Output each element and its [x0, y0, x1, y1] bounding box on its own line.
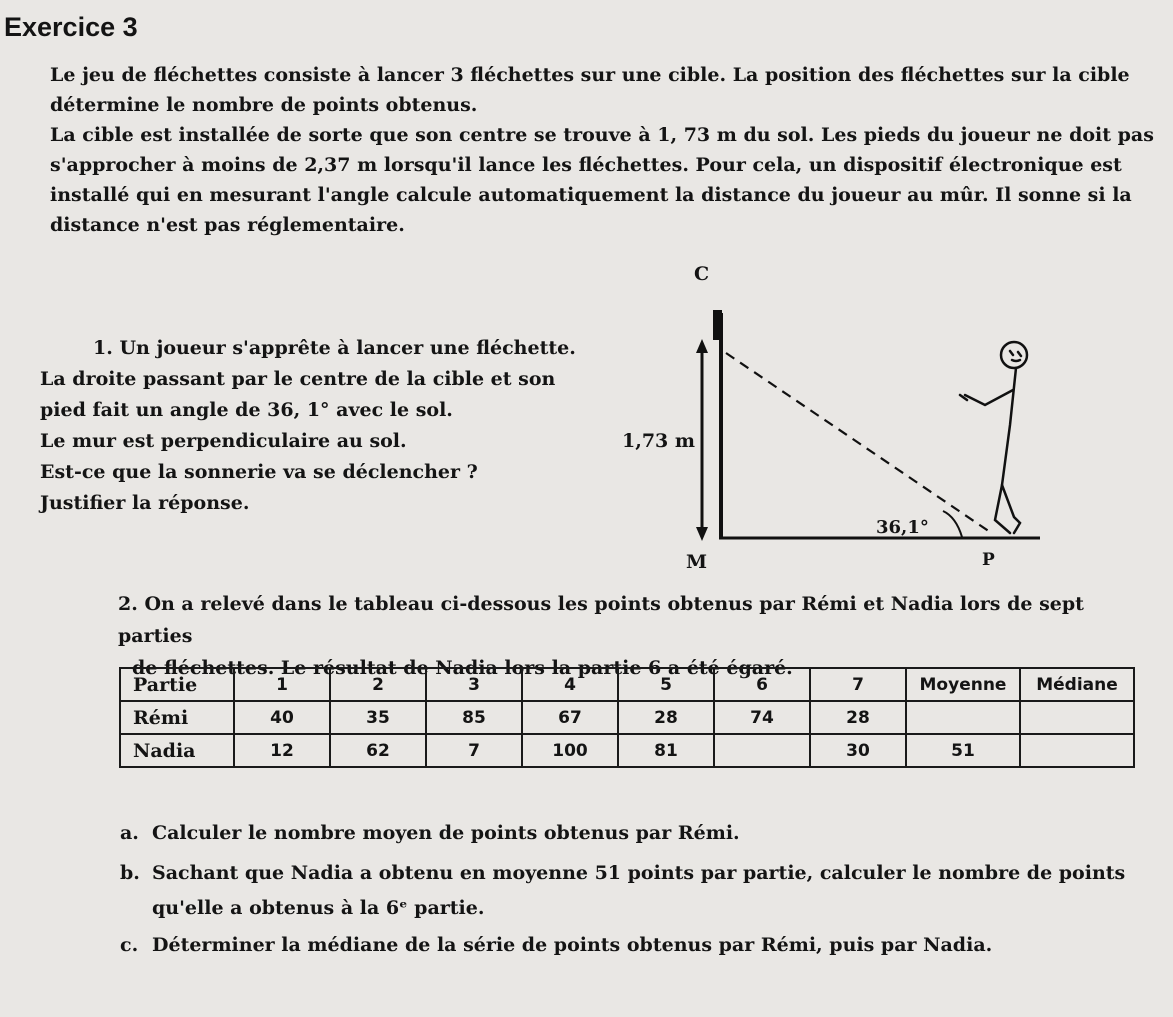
table-cell: 35	[330, 701, 426, 734]
table-header-cell: 6	[714, 668, 810, 701]
table-cell	[906, 701, 1020, 734]
table-header-cell: 5	[618, 668, 714, 701]
angle-arc	[943, 511, 962, 537]
table-cell: 85	[426, 701, 522, 734]
question-1-line: Le mur est perpendiculaire au sol.	[40, 430, 407, 452]
question-1-line: La droite passant par le centre de la cible et son	[40, 368, 556, 390]
table-cell: 74	[714, 701, 810, 734]
height-label: 1,73 m	[622, 430, 695, 452]
table-row	[120, 734, 1134, 767]
subquestion-b	[120, 858, 1125, 888]
table-cell: 7	[426, 734, 522, 767]
table-header-cell: 4	[522, 668, 618, 701]
sight-line	[726, 353, 990, 532]
question-1-line: Est-ce que la sonnerie va se déclencher ?	[40, 461, 478, 483]
arrow-head-down	[696, 527, 708, 541]
label-p: P	[982, 550, 995, 570]
table-cell: 100	[522, 734, 618, 767]
subquestion-a	[120, 818, 740, 848]
subquestion-text: Calculer le nombre moyen de points obtenus par Rémi.	[152, 822, 740, 844]
table-cell	[1020, 701, 1134, 734]
subquestion-c	[120, 930, 992, 960]
subquestion-text: Déterminer la médiane de la série de points obtenus par Rémi, puis par Nadia.	[152, 934, 993, 956]
question-1	[40, 333, 615, 519]
table-header-cell: 3	[426, 668, 522, 701]
table-header-cell: 1	[234, 668, 330, 701]
table-cell: 40	[234, 701, 330, 734]
scores-table	[119, 667, 1135, 768]
figure-diagram	[600, 255, 1070, 580]
label-m: M	[686, 551, 708, 573]
table-cell	[714, 734, 810, 767]
table-row	[120, 701, 1134, 734]
subquestion-label: b.	[120, 862, 140, 884]
table-cell: 62	[330, 734, 426, 767]
table-header-cell: 2	[330, 668, 426, 701]
subquestion-label: a.	[120, 822, 139, 844]
question-1-line: pied fait un angle de 36, 1° avec le sol.	[40, 399, 453, 421]
subquestion-label: c.	[120, 934, 139, 956]
exercise-title: Exercice 3	[4, 12, 138, 42]
table-cell: 67	[522, 701, 618, 734]
table-header-cell: Partie	[120, 668, 234, 701]
question-1-line: 1. Un joueur s'apprête à lancer une fléchette.	[93, 337, 576, 359]
table-header-cell: 7	[810, 668, 906, 701]
table-header-cell: Moyenne	[906, 668, 1020, 701]
arrow-head-up	[696, 339, 708, 353]
table-cell: 30	[810, 734, 906, 767]
table-cell: 51	[906, 734, 1020, 767]
table-cell: 28	[810, 701, 906, 734]
label-c: C	[694, 263, 710, 285]
angle-label: 36,1°	[876, 517, 929, 538]
table-header-cell: Médiane	[1020, 668, 1134, 701]
subquestion-b-continued	[152, 893, 484, 923]
subquestion-text: qu'elle a obtenus à la 6ᵉ partie.	[152, 897, 485, 919]
subquestion-text: Sachant que Nadia a obtenu en moyenne 51 points par partie, calculer le nombre de points	[152, 862, 1126, 884]
table-cell	[1020, 734, 1134, 767]
player-figure	[960, 342, 1027, 533]
question-2-line: de fléchettes. Le résultat de Nadia lors la partie 6 a été égaré.	[132, 657, 793, 679]
table-cell: 12	[234, 734, 330, 767]
question-2-line: 2. On a relevé dans le tableau ci-dessous les points obtenus par Rémi et Nadia lors de sept parties	[118, 593, 1084, 647]
table-header-row	[120, 668, 1134, 701]
question-1-line: Justifier la réponse.	[40, 492, 250, 514]
intro-paragraph-1: Le jeu de fléchettes consiste à lancer 3 fléchettes sur une cible. La position des fléchettes sur la cible détermine le nombre de points obtenus.	[50, 64, 1130, 116]
table-cell: Rémi	[120, 701, 234, 734]
table-cell: Nadia	[120, 734, 234, 767]
table-cell: 81	[618, 734, 714, 767]
table-cell: 28	[618, 701, 714, 734]
intro-text	[50, 60, 1160, 240]
intro-paragraph-2: La cible est installée de sorte que son centre se trouve à 1, 73 m du sol. Les pieds du joueur ne doit pas s'approcher à moins de 2,37 m lorsqu'il lance les fléchettes. Pour cela, un dispositif électronique est installé qui en mesurant l'angle calcule automatiquement la distance du joueur au mûr. Il sonne si la distance n'est pas réglementaire.	[50, 124, 1154, 236]
